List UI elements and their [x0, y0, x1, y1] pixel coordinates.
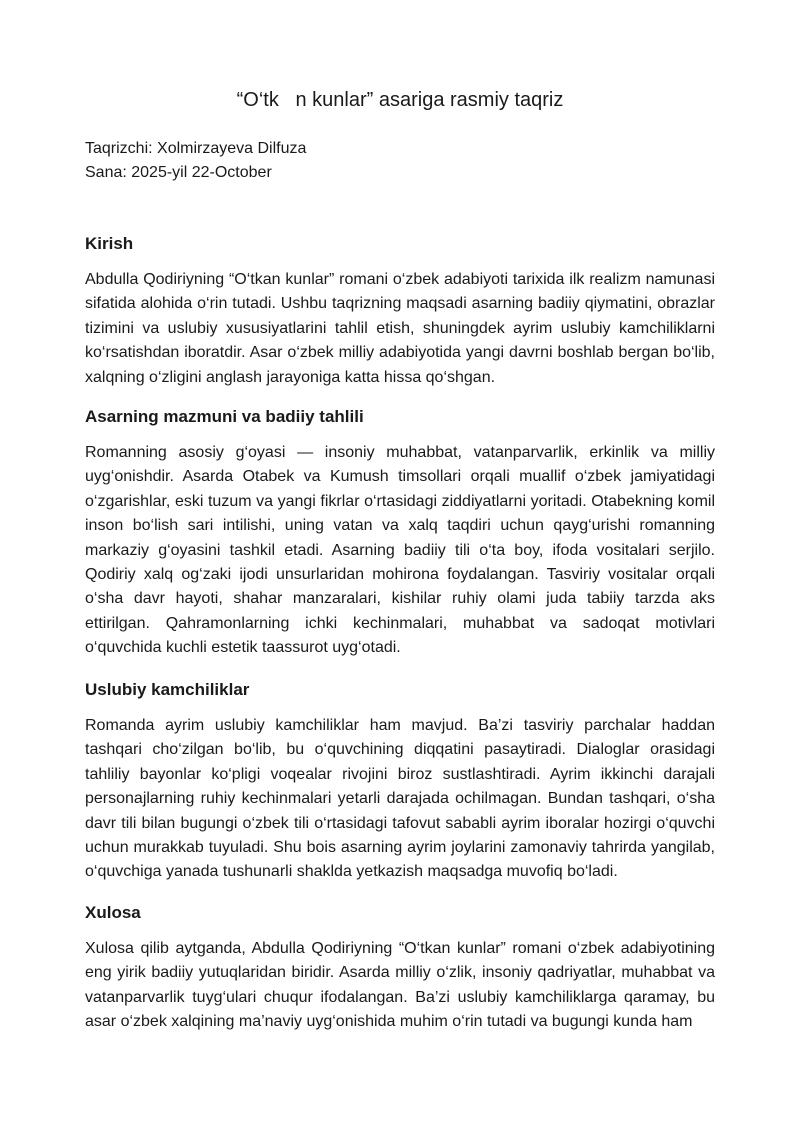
section-body-intro: Abdulla Qodiriyning “O‘tkan kunlar” romani o‘zbek adabiyoti tarixida ilk realizm namunasi sifatida alohida o‘rin tutadi. Ushbu taqrizning maqsadi asarning badiiy qiymatini, obrazlar tizimini va uslubiy xususiyatlarini tahlil etish, shuningdek ayrim uslubiy kamchiliklarni ko‘rsatishdan iboratdir. Asar o‘zbek milliy adabiyotida yangi davrni boshlab bergan bo‘lib, xalqning o‘zligini anglash jarayoniga katta hissa qo‘shgan. [85, 271, 715, 386]
section-body-analysis: Romanning asosiy g‘oyasi — insoniy muhabbat, vatanparvarlik, erkinlik va milliy uyg‘onishdir. Asarda Otabek va Kumush timsollari orqali muallif o‘zbek jamiyatidagi o‘zgarishlar, eski tuzum va yangi fikrlar o‘rtasidagi ziddiyatlarni yoritadi. Otabekning komil inson bo‘lish sari intilishi, uning vatan va xalq taqdiri uchun qayg‘urishi romanning markaziy g‘oyasini tashkil etadi. Asarning badiiy tili o‘ta boy, ifoda vositalari serjilo. Qodiriy xalq og‘zaki ijodi unsurlaridan mohirona foydalangan. Tasviriy vositalar orqali o‘sha davr hayoti, shahar manzaralari, kishilar ruhiy olami juda tabiiy tarzda aks ettirilgan. Qahramonlarning ichki kechinmalari, muhabbat va sadoqat motivlari o‘quvchida kuchli estetik taassurot uyg‘otadi. [85, 444, 715, 657]
section-heading-conclusion: Xulosa [85, 903, 141, 922]
section-body-conclusion: Xulosa qilib aytganda, Abdulla Qodiriyning “O‘tkan kunlar” romani o‘zbek adabiyotining eng yirik badiiy yutuqlaridan biridir. Asarda milliy o‘zlik, insoniy qadriyatlar, muhabbat va vatanparvarlik tuyg‘ulari chuqur ifodalangan. Ba’zi uslubiy kamchiliklarga qaramay, bu asar o‘zbek xalqining ma’naviy uyg‘onishida muhim o‘rin tutadi va bugungi kunda ham [85, 940, 715, 1031]
section-body-stylistic-flaws: Romanda ayrim uslubiy kamchiliklar ham mavjud. Ba’zi tasviriy parchalar haddan tashqari cho‘zilgan bo‘lib, bu o‘quvchining diqqatini pasaytiradi. Dialoglar orasidagi tahliliy bayonlar ko‘pligi voqealar rivojini biroz sustlashtiradi. Ayrim ikkinchi darajali personajlarning ruhiy kechinmalari yetarli darajada ochilmagan. Bundan tashqari, o‘sha davr tili bilan bugungi o‘zbek tili o‘rtasidagi tafovut sababli ayrim iboralar hozirgi o‘quvchi uchun murakkab tuyuladi. Shu bois asarning ayrim joylarini zamonaviy tahrirda yangilab, o‘quvchiga yanada tushunarli shaklda yetkazish maqsadga muvofiq bo‘ladi. [85, 717, 715, 881]
date-line: Sana: 2025-yil 22-October [85, 164, 272, 181]
section-heading-stylistic-flaws: Uslubiy kamchiliklar [85, 680, 250, 699]
section-heading-analysis: Asarning mazmuni va badiiy tahlili [85, 407, 364, 426]
section-heading-intro: Kirish [85, 234, 134, 253]
reviewer-line: Taqrizchi: Xolmirzayeva Dilfuza [85, 140, 307, 157]
document-title: “O‘tk n kunlar” asariga rasmiy taqriz [236, 89, 564, 111]
